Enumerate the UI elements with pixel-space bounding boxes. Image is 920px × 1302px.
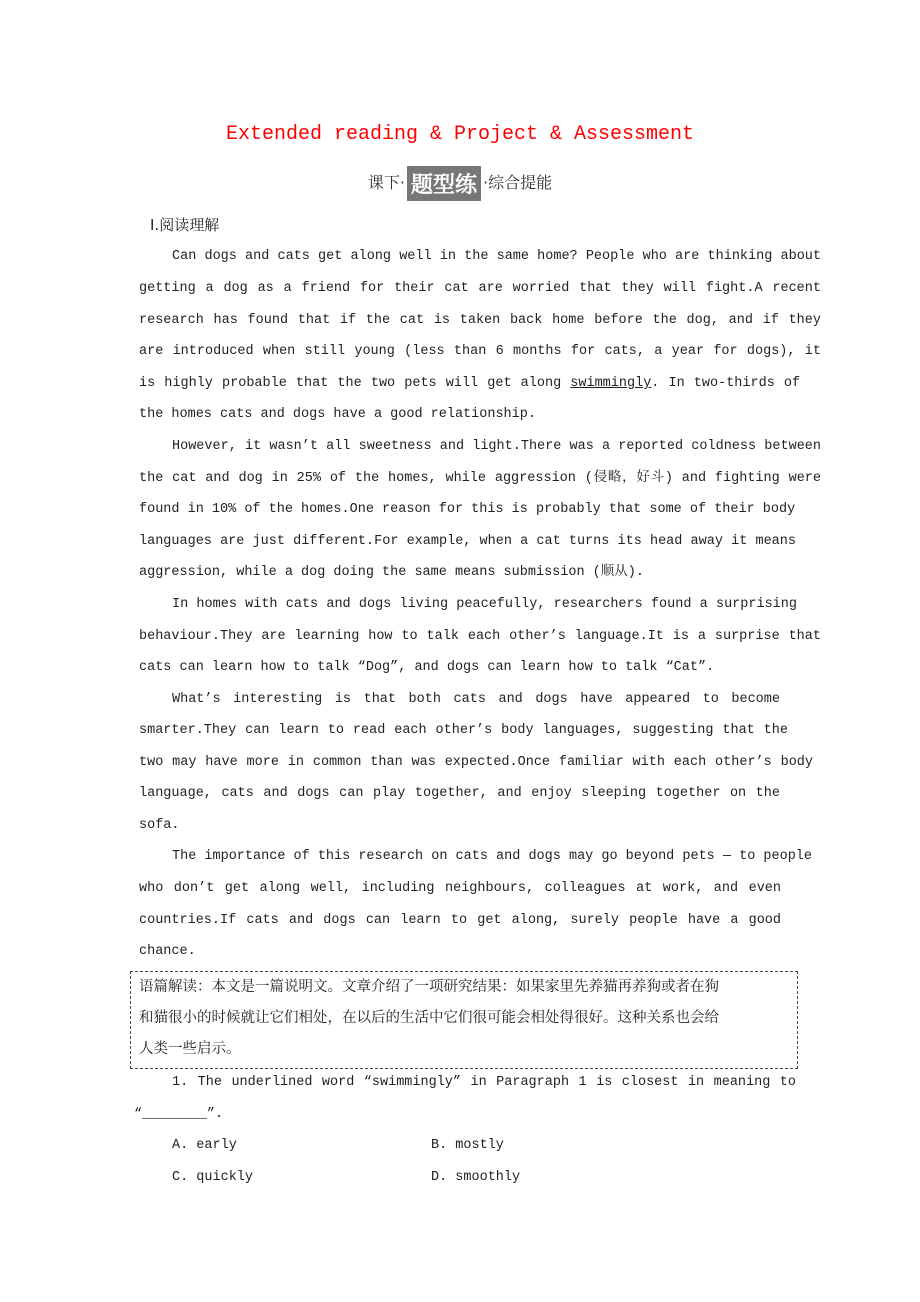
option-b[interactable]: B. mostly	[431, 1138, 504, 1153]
question-blank: “________”.	[134, 1107, 224, 1122]
question-stem: 1. The underlined word “swimmingly” in Paragraph 1 is closest in meaning to	[172, 1075, 796, 1090]
passage-line: smarter.They can learn to read each other’s body languages, suggesting that the	[139, 723, 788, 738]
subtitle-badge: 题型练	[407, 166, 481, 201]
passage-line: are introduced when still young (less than 6 months for cats, a year for dogs), it	[139, 344, 821, 359]
passage-line: sofa.	[139, 818, 180, 833]
passage-text: . In two-thirds of	[651, 376, 801, 391]
passage-analysis-box	[130, 971, 798, 1069]
passage-line: language, cats and dogs can play together, and enjoy sleeping together on the	[139, 786, 780, 801]
subtitle-right: ·综合提能	[483, 173, 553, 192]
option-a[interactable]: A. early	[172, 1138, 237, 1153]
note-line: 人类一些启示。	[139, 1041, 241, 1057]
passage-line: who don’t get along well, including neighbours, colleagues at work, and even	[139, 881, 781, 896]
passage-line: the homes cats and dogs have a good relationship.	[139, 407, 536, 422]
passage-line	[139, 375, 821, 393]
passage-line: research has found that if the cat is taken back home before the dog, and if they	[139, 313, 821, 328]
passage-line: chance.	[139, 944, 196, 959]
passage-line: two may have more in common than was expected.Once familiar with each other’s body	[139, 755, 813, 770]
passage-line: cats can learn how to talk “Dog”, and dogs can learn how to talk “Cat”.	[139, 660, 715, 675]
passage-line: getting a dog as a friend for their cat are worried that they will fight.A recent	[139, 281, 821, 296]
passage-line: languages are just different.For example, when a cat turns its head away it means	[139, 534, 796, 549]
note-line: 和猫很小的时候就让它们相处，在以后的生活中它们很可能会相处得很好。这种关系也会给	[139, 1010, 719, 1026]
passage-line: found in 10% of the homes.One reason for this is probably that some of their body	[139, 502, 796, 517]
passage-text: is highly probable that the two pets will get along	[139, 376, 571, 391]
passage-line: countries.If cats and dogs can learn to get along, surely people have a good	[139, 913, 781, 928]
section-heading: Ⅰ.阅读理解	[150, 216, 220, 234]
passage-line: However, it wasn’t all sweetness and light.There was a reported coldness between	[172, 439, 821, 454]
passage-line: the cat and dog in 25% of the homes, while aggression (侵略，好斗) and fighting were	[139, 471, 821, 486]
subtitle-left: 课下·	[367, 173, 405, 192]
underlined-word: swimmingly	[570, 376, 652, 391]
passage-line: Can dogs and cats get along well in the same home? People who are thinking about	[172, 249, 821, 264]
passage-line: What’s interesting is that both cats and dogs have appeared to become	[172, 692, 780, 707]
option-c[interactable]: C. quickly	[172, 1170, 254, 1185]
document-title: Extended reading & Project & Assessment	[225, 123, 695, 146]
note-line: 语篇解读：本文是一篇说明文。文章介绍了一项研究结果：如果家里先养猫再养狗或者在狗	[139, 979, 719, 995]
subtitle	[0, 166, 920, 201]
passage-line: behaviour.They are learning how to talk each other’s language.It is a surprise that	[139, 629, 821, 644]
option-d[interactable]: D. smoothly	[431, 1170, 521, 1185]
passage-line: In homes with cats and dogs living peacefully, researchers found a surprising	[172, 597, 797, 612]
passage-line: The importance of this research on cats and dogs may go beyond pets — to people	[172, 849, 813, 864]
passage-line: aggression, while a dog doing the same means submission (顺从).	[139, 565, 644, 580]
